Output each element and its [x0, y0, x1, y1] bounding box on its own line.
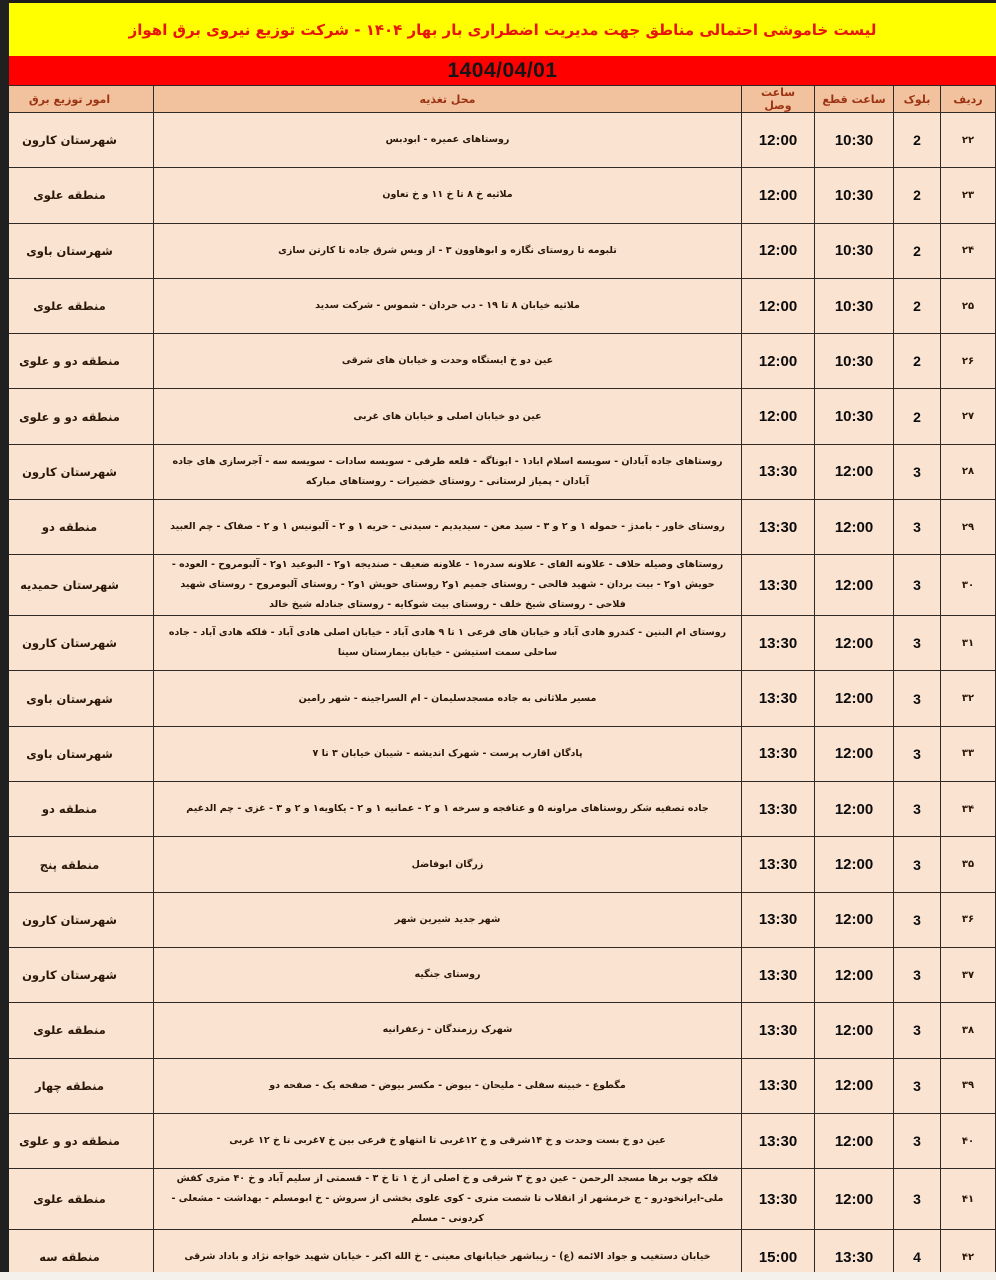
distribution-office-cell: منطقه پنج [9, 837, 154, 892]
cut-time-cell: 12:00 [815, 500, 894, 555]
cut-time-cell: 10:30 [815, 223, 894, 278]
table-row [9, 444, 996, 499]
reconnect-time-cell: 12:00 [742, 389, 815, 444]
row-number-cell: ۳۰ [941, 555, 996, 616]
block-cell: 3 [894, 555, 941, 616]
reconnect-time-cell: 13:30 [742, 616, 815, 671]
block-cell: 2 [894, 223, 941, 278]
table-row [9, 892, 996, 947]
cut-time-cell: 10:30 [815, 168, 894, 223]
row-number-cell: ۳۱ [941, 616, 996, 671]
block-cell: 3 [894, 947, 941, 1002]
cut-time-cell: 12:00 [815, 616, 894, 671]
table-row [9, 389, 996, 444]
block-cell: 3 [894, 1113, 941, 1168]
feed-location-cell: خیابان دستغیب و جواد الائمه (ع) - زیباشهر خیابانهای معینی - خ الله اکبر - خیابان شهید خواجه نژاد و باداد شرقی [154, 1229, 742, 1272]
table-row [9, 726, 996, 781]
header-row [9, 86, 996, 113]
feed-location-cell: فلکه چوب برها مسجد الرحمن - عین دو خ ۳ شرقی و خ اصلی از خ ۱ تا خ ۳ - قسمتی از سلیم آباد و خ ۴۰ متری کفش ملی-ایرانخودرو - ج خرمشهر از انقلاب تا شصت متری - کوی علوی بخشی از سروش - خ ابومسلم - بهداشت - مشعلی - کردونی - مسلم [154, 1169, 742, 1230]
distribution-office-cell: منطقه دو [9, 500, 154, 555]
reconnect-time-cell: 13:30 [742, 671, 815, 726]
row-number-cell: ۲۵ [941, 278, 996, 333]
row-number-cell: ۳۲ [941, 671, 996, 726]
row-number-cell: ۳۹ [941, 1058, 996, 1113]
block-cell: 3 [894, 1058, 941, 1113]
distribution-office-cell: منطقه علوی [9, 278, 154, 333]
reconnect-time-cell: 13:30 [742, 500, 815, 555]
reconnect-time-cell: 13:30 [742, 782, 815, 837]
row-number-cell: ۲۸ [941, 444, 996, 499]
col-header-row-number: ردیف [941, 86, 996, 113]
feed-location-cell: مگطوع - خبینه سفلی - ملیحان - بیوض - مکسر بیوض - صفحه یک - صفحه دو [154, 1058, 742, 1113]
cut-time-cell: 12:00 [815, 1058, 894, 1113]
reconnect-time-cell: 13:30 [742, 726, 815, 781]
table-row [9, 278, 996, 333]
row-number-cell: ۲۴ [941, 223, 996, 278]
table-row [9, 1003, 996, 1058]
table-row [9, 782, 996, 837]
feed-location-cell: جاده تصفیه شکر روستاهای مراونه ۵ و عتافجه و سرخه ۱ و ۲ - عمانیه ۱ و ۲ - یکاویه۱ و ۲ و ۳ - غزی - چم الدغیم [154, 782, 742, 837]
distribution-office-cell: شهرستان کارون [9, 616, 154, 671]
distribution-office-cell: منطقه علوی [9, 168, 154, 223]
block-cell: 3 [894, 1003, 941, 1058]
cut-time-cell: 12:00 [815, 444, 894, 499]
row-number-cell: ۳۶ [941, 892, 996, 947]
block-cell: 2 [894, 389, 941, 444]
cut-time-cell: 13:30 [815, 1229, 894, 1272]
col-header-cut-time: ساعت قطع [815, 86, 894, 113]
feed-location-cell: شهرک رزمندگان - زعفرانیه [154, 1003, 742, 1058]
block-cell: 3 [894, 1169, 941, 1230]
feed-location-cell: شهر جدید شیرین شهر [154, 892, 742, 947]
col-header-distribution-office: امور توزیع برق [9, 86, 154, 113]
reconnect-time-cell: 12:00 [742, 278, 815, 333]
page-title: لیست خاموشی احتمالی مناطق جهت مدیریت اضطراری بار بهار ۱۴۰۴ - شرکت توزیع نیروی برق اهواز [128, 20, 877, 39]
outage-schedule-wrap [9, 85, 996, 1272]
distribution-office-cell: شهرستان حمیدیه [9, 555, 154, 616]
feed-location-cell: عین دو خ بست وحدت و خ ۱۴شرقی و خ ۱۲غربی تا انتهاو خ فرعی بین خ ۷غربی تا خ ۱۲ غربی [154, 1113, 742, 1168]
table-row [9, 113, 996, 168]
row-number-cell: ۲۲ [941, 113, 996, 168]
reconnect-time-cell: 13:30 [742, 555, 815, 616]
distribution-office-cell: شهرستان باوی [9, 671, 154, 726]
cut-time-cell: 10:30 [815, 113, 894, 168]
reconnect-time-cell: 13:30 [742, 947, 815, 1002]
row-number-cell: ۲۹ [941, 500, 996, 555]
block-cell: 3 [894, 616, 941, 671]
distribution-office-cell: شهرستان کارون [9, 113, 154, 168]
cut-time-cell: 12:00 [815, 726, 894, 781]
reconnect-time-cell: 13:30 [742, 837, 815, 892]
row-number-cell: ۳۳ [941, 726, 996, 781]
col-header-block: بلوک [894, 86, 941, 113]
feed-location-cell: عین دو خیابان اصلی و خیابان های غربی [154, 389, 742, 444]
distribution-office-cell: شهرستان باوی [9, 223, 154, 278]
reconnect-time-cell: 13:30 [742, 1113, 815, 1168]
reconnect-time-cell: 13:30 [742, 1003, 815, 1058]
block-cell: 3 [894, 837, 941, 892]
reconnect-time-cell: 12:00 [742, 168, 815, 223]
feed-location-cell: عین دو خ ایستگاه وحدت و خیابان های شرقی [154, 334, 742, 389]
feed-location-cell: ملاثیه خیابان ۸ تا ۱۹ - دب حردان - شموس - شرکت سدید [154, 278, 742, 333]
cut-time-cell: 12:00 [815, 1113, 894, 1168]
block-cell: 4 [894, 1229, 941, 1272]
title-banner [9, 3, 996, 56]
table-row [9, 1229, 996, 1272]
table-row [9, 1113, 996, 1168]
schedule-date: 1404/04/01 [447, 58, 558, 82]
distribution-office-cell: منطقه علوی [9, 1003, 154, 1058]
col-header-reconnect-time: ساعت وصل [742, 86, 815, 113]
outage-schedule-table [9, 85, 996, 1272]
cut-time-cell: 10:30 [815, 334, 894, 389]
feed-location-cell: روستای خاور - بامدژ - حموله ۱ و ۲ و ۳ - سید معن - سیدیدیم - سیدنی - حریه ۱ و ۲ - آلبونیس ۱ و ۲ - صفاک - چم العبید [154, 500, 742, 555]
bottom-edge-strip [0, 1272, 996, 1280]
reconnect-time-cell: 12:00 [742, 334, 815, 389]
date-banner [9, 56, 996, 85]
table-row [9, 616, 996, 671]
row-number-cell: ۴۰ [941, 1113, 996, 1168]
feed-location-cell: زرگان ابوفاضل [154, 837, 742, 892]
cut-time-cell: 12:00 [815, 947, 894, 1002]
cut-time-cell: 12:00 [815, 1169, 894, 1230]
feed-location-cell: تلبومه تا روستای نگازه و ابوهاوون ۳ - از ویس شرق جاده تا کارتن سازی [154, 223, 742, 278]
cut-time-cell: 10:30 [815, 278, 894, 333]
feed-location-cell: پادگان اقارب پرست - شهرک اندیشه - شیبان خیابان ۳ تا ۷ [154, 726, 742, 781]
reconnect-time-cell: 15:00 [742, 1229, 815, 1272]
table-row [9, 1169, 996, 1230]
reconnect-time-cell: 13:30 [742, 1169, 815, 1230]
table-row [9, 334, 996, 389]
feed-location-cell: ملاثیه خ ۸ تا خ ۱۱ و خ تعاون [154, 168, 742, 223]
reconnect-time-cell: 13:30 [742, 1058, 815, 1113]
block-cell: 2 [894, 113, 941, 168]
distribution-office-cell: منطقه دو و علوی [9, 334, 154, 389]
feed-location-cell: روستای ام البنین - کندرو هادی آباد و خیابان های فرعی ۱ تا ۹ هادی آباد - خیابان اصلی هادی آباد - فلکه هادی آباد - جاده ساحلی سمت استیشن - خیابان بیمارستان سینا [154, 616, 742, 671]
distribution-office-cell: منطقه سه [9, 1229, 154, 1272]
cut-time-cell: 10:30 [815, 389, 894, 444]
cut-time-cell: 12:00 [815, 1003, 894, 1058]
row-number-cell: ۲۶ [941, 334, 996, 389]
cut-time-cell: 12:00 [815, 782, 894, 837]
table-row [9, 1058, 996, 1113]
feed-location-cell: روستاهای وصیله حلاف - علاونه الفای - علاونه سدره۱ - علاونه ضعیف - صندیجه ۱و۲ - البوعید ۱و۲ - آلبومروح - العوده - حویش ۱و۲ - بیت بردان - شهید فالحی - روستای جمیم ۱و۲ روستای حویش ۱و۲ - روستای آلبومروح - روستای شهید فلاحی - روستای شیخ خلف - روستای بیت شوکایه - روستای جنادله شیخ خالد [154, 555, 742, 616]
block-cell: 3 [894, 500, 941, 555]
block-cell: 2 [894, 168, 941, 223]
distribution-office-cell: منطقه دو و علوی [9, 389, 154, 444]
distribution-office-cell: شهرستان کارون [9, 444, 154, 499]
distribution-office-cell: شهرستان کارون [9, 947, 154, 1002]
table-row [9, 837, 996, 892]
block-cell: 2 [894, 334, 941, 389]
table-row [9, 500, 996, 555]
distribution-office-cell: منطقه دو و علوی [9, 1113, 154, 1168]
cut-time-cell: 12:00 [815, 671, 894, 726]
distribution-office-cell: منطقه علوی [9, 1169, 154, 1230]
reconnect-time-cell: 12:00 [742, 113, 815, 168]
table-row [9, 223, 996, 278]
row-number-cell: ۳۷ [941, 947, 996, 1002]
row-number-cell: ۳۵ [941, 837, 996, 892]
row-number-cell: ۴۲ [941, 1229, 996, 1272]
block-cell: 3 [894, 671, 941, 726]
table-row [9, 555, 996, 616]
feed-location-cell: روستاهای عمیره - ابودبس [154, 113, 742, 168]
feed-location-cell: مسیر ملاثانی به جاده مسجدسلیمان - ام السراجینه - شهر رامین [154, 671, 742, 726]
row-number-cell: ۳۸ [941, 1003, 996, 1058]
distribution-office-cell: منطقه دو [9, 782, 154, 837]
reconnect-time-cell: 13:30 [742, 892, 815, 947]
table-row [9, 168, 996, 223]
reconnect-time-cell: 12:00 [742, 223, 815, 278]
distribution-office-cell: شهرستان باوی [9, 726, 154, 781]
feed-location-cell: روستاهای جاده آبادان - سویسه اسلام اباد۱ - ابوناگه - قلعه طرفی - سویسه سادات - سویسه سه - آجرسازی های جاده آبادان - پمیاز لرستانی - روستای خضیرات - روستاهای مبارکه [154, 444, 742, 499]
block-cell: 2 [894, 278, 941, 333]
block-cell: 3 [894, 892, 941, 947]
cut-time-cell: 12:00 [815, 892, 894, 947]
block-cell: 3 [894, 726, 941, 781]
row-number-cell: ۴۱ [941, 1169, 996, 1230]
table-row [9, 947, 996, 1002]
cut-time-cell: 12:00 [815, 555, 894, 616]
row-number-cell: ۳۴ [941, 782, 996, 837]
distribution-office-cell: منطقه چهار [9, 1058, 154, 1113]
table-row [9, 671, 996, 726]
col-header-feed-location: محل تغذیه [154, 86, 742, 113]
distribution-office-cell: شهرستان کارون [9, 892, 154, 947]
feed-location-cell: روستای جنگیه [154, 947, 742, 1002]
block-cell: 3 [894, 444, 941, 499]
block-cell: 3 [894, 782, 941, 837]
row-number-cell: ۲۷ [941, 389, 996, 444]
reconnect-time-cell: 13:30 [742, 444, 815, 499]
row-number-cell: ۲۳ [941, 168, 996, 223]
left-edge-strip [0, 0, 9, 1272]
cut-time-cell: 12:00 [815, 837, 894, 892]
